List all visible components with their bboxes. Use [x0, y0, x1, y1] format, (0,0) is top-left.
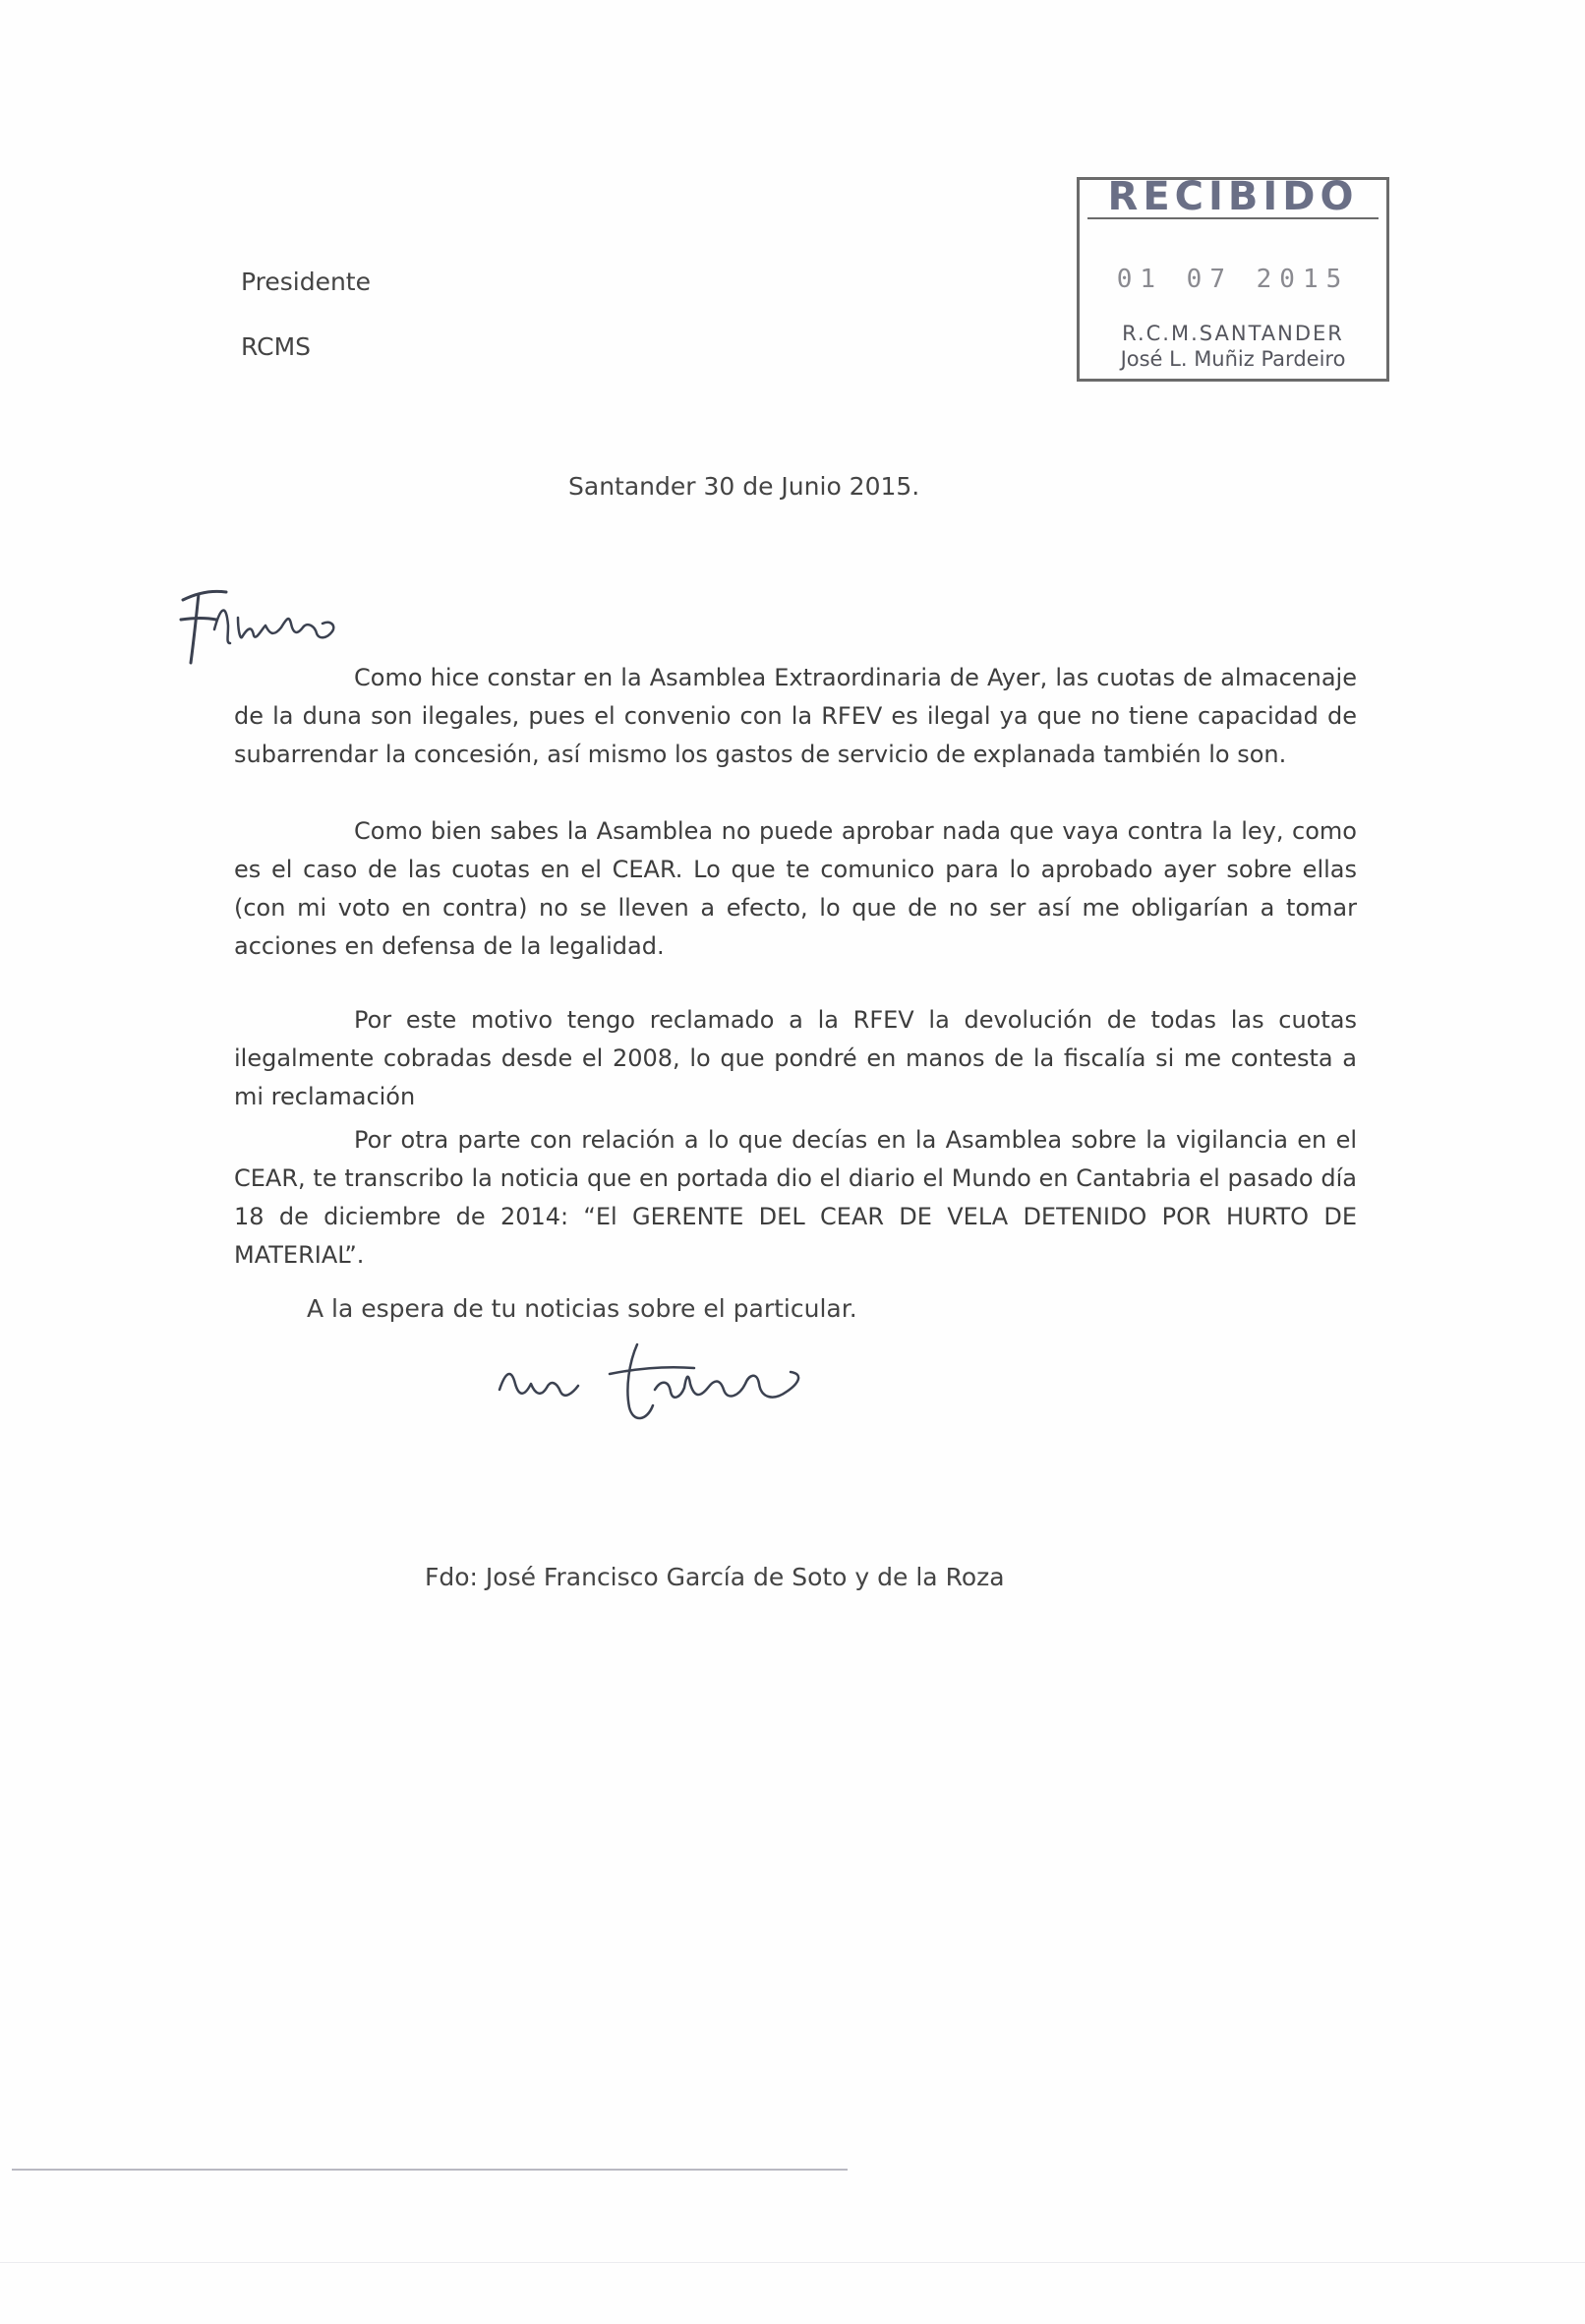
page-edge-line-lower	[0, 2262, 1585, 2263]
signed-by: Fdo: José Francisco García de Soto y de la Roza	[425, 1563, 1005, 1591]
stamp-date: 01 07 2015	[1116, 265, 1350, 294]
received-stamp	[1077, 174, 1389, 382]
letter-date: Santander 30 de Junio 2015.	[568, 472, 920, 501]
handwritten-signature-icon	[492, 1333, 816, 1431]
paragraph-4: Por otra parte con relación a lo que decías en la Asamblea sobre la vigilancia en el CEAR, te transcribo la noticia que en portada dio el diario el Mundo en Cantabria el pasado día 18 de diciembre de 2014: “El GERENTE DEL CEAR DE VELA DETENIDO POR HURTO DE MATERIAL”.	[234, 1126, 1357, 1269]
initials-signature-icon	[169, 578, 356, 669]
recipient-organization: RCMS	[241, 332, 312, 361]
page-edge-line	[12, 2169, 848, 2171]
stamp-club: R.C.M.SANTANDER	[1122, 322, 1344, 345]
closing-line: A la espera de tu noticias sobre el particular.	[307, 1294, 857, 1323]
stamp-person: José L. Muñiz Pardeiro	[1120, 347, 1346, 371]
paragraph-1: Como hice constar en la Asamblea Extraordinaria de Ayer, las cuotas de almacenaje de la duna son ilegales, pues el convenio con la RFEV es ilegal ya que no tiene capacidad de subarrendar la concesión, así mismo los gastos de servicio de explanada también lo son.	[234, 664, 1357, 768]
recipient-title: Presidente	[241, 268, 371, 296]
paragraph-3: Por este motivo tengo reclamado a la RFEV la devolución de todas las cuotas ilegalmente cobradas desde el 2008, lo que pondré en manos de la fiscalía si me contesta a mi reclamación	[234, 1006, 1357, 1110]
paragraph-2: Como bien sabes la Asamblea no puede aprobar nada que vaya contra la ley, como es el caso de las cuotas en el CEAR. Lo que te comunico para lo aprobado ayer sobre ellas (con mi voto en contra) no se lleven a efecto, lo que de no ser así me obligarían a tomar acciones en defensa de la legalidad.	[234, 817, 1357, 960]
stamp-title: RECIBIDO	[1087, 176, 1379, 219]
